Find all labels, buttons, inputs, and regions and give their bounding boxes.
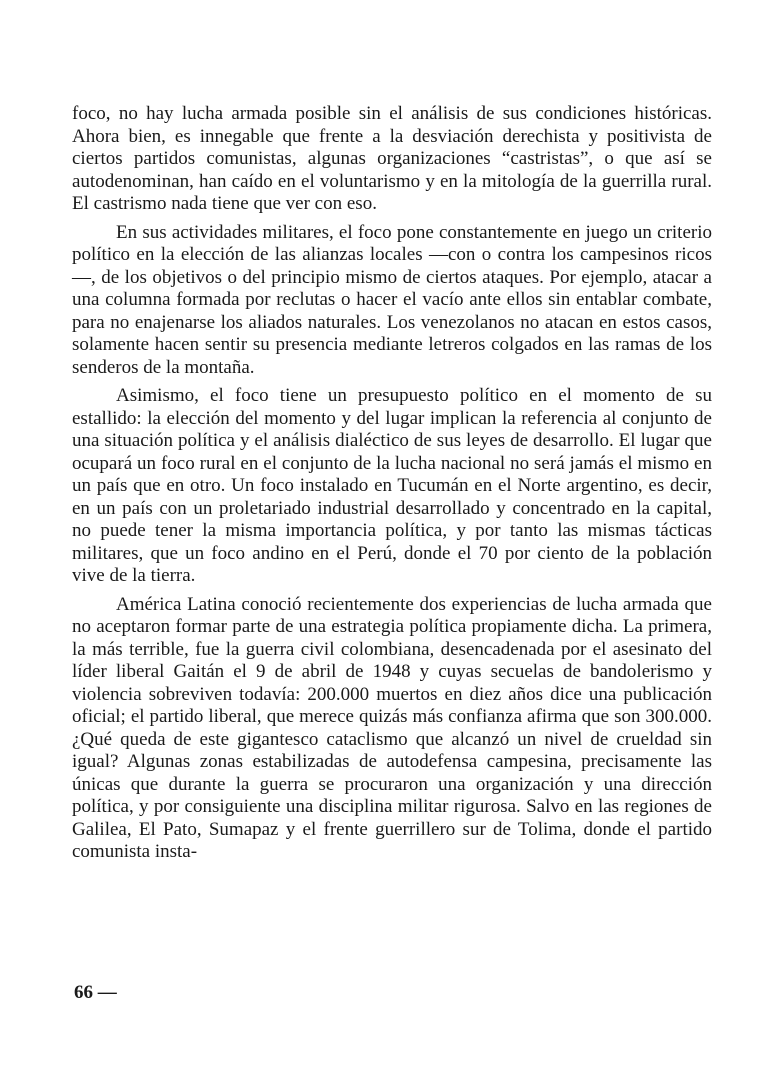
paragraph-2: En sus actividades militares, el foco pone constantemente en juego un criterio político en la elección de las alianzas locales —con o contra los campesinos ricos—, de los objetivos o del principio mismo de ciertos ataques. Por ejemplo, atacar a una columna formada por reclutas o hacer el vacío ante ellos sin entablar combate, para no enajenarse los aliados naturales. Los venezolanos no atacan en estos casos, solamente hacen sentir su presencia mediante letreros colgados en las ramas de los senderos de la montaña. <box>72 221 712 378</box>
page-number: 66 — <box>74 982 117 1003</box>
page-body <box>72 103 712 864</box>
paragraph-3: Asimismo, el foco tiene un presupuesto político en el momento de su estallido: la elección del momento y del lugar implican la referencia al conjunto de una situación política y el análisis dialéctico de sus leyes de desarrollo. El lugar que ocupará un foco rural en el conjunto de la lucha nacional no será jamás el mismo en un país que en otro. Un foco instalado en Tucumán en el Norte argentino, es decir, en un país con un proletariado industrial desarrollado y concentrado en la capital, no puede tener la misma importancia política, y por tanto las mismas tácticas militares, que un foco andino en el Perú, donde el 70 por ciento de la población vive de la tierra. <box>72 385 712 586</box>
paragraph-4: América Latina conoció recientemente dos experiencias de lucha armada que no aceptaron formar parte de una estrategia política propiamente dicha. La primera, la más terrible, fue la guerra civil colombiana, desencadenada por el asesinato del líder liberal Gaitán el 9 de abril de 1948 y cuyas secuelas de bandolerismo y violencia sobreviven todavía: 200.000 muertos en diez años dice una publicación oficial; el partido liberal, que merece quizás más confianza afirma que son 300.000. ¿Qué queda de este gigantesco cataclismo que alcanzó un nivel de crueldad sin igual? Algunas zonas estabilizadas de autodefensa campesina, precisamente las únicas que durante la guerra se procuraron una organización y una dirección política, y por consiguiente una disciplina militar rigurosa. Salvo en las regiones de Galilea, El Pato, Sumapaz y el frente guerrillero sur de Tolima, donde el partido comunista insta- <box>72 593 712 862</box>
paragraph-1: foco, no hay lucha armada posible sin el análisis de sus condiciones históricas. Ahora bien, es innegable que frente a la desviación derechista y positivista de ciertos partidos comunistas, algunas organizaciones “castristas”, o que así se autodenominan, han caído en el voluntarismo y en la mitología de la guerrilla rural. El castrismo nada tiene que ver con eso. <box>72 103 712 214</box>
